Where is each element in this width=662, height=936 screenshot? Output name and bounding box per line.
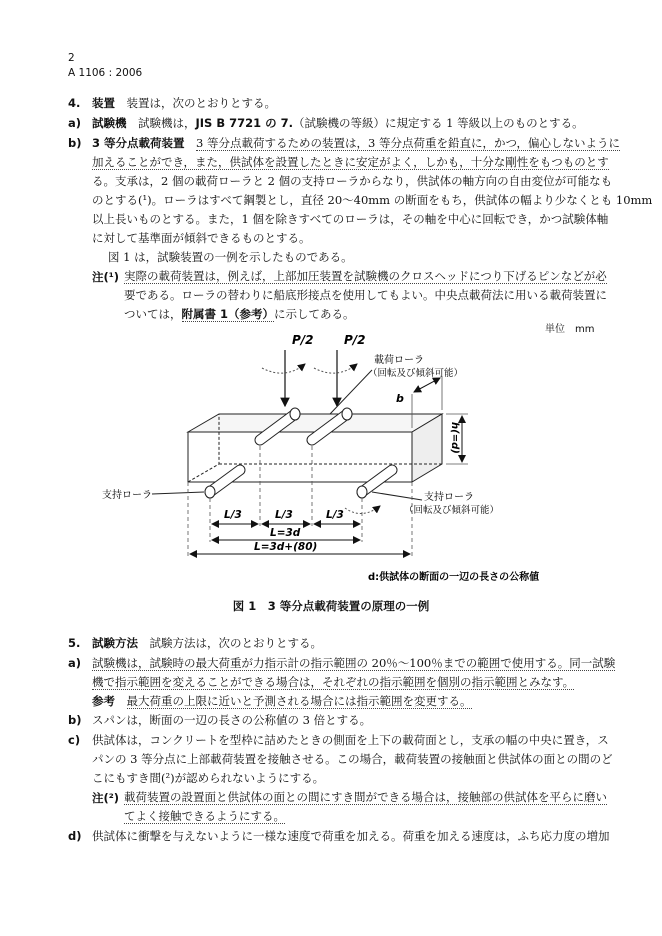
item-4a-text2: （試験機の等級）に規定する 1 等級以上のものとする。 (293, 116, 584, 130)
dim-b-label: b (396, 392, 404, 405)
note-1-line-2: 要である。ローラの替わりに船底形接点を使用してもよい。中央点載荷法に用いる載荷装置に (124, 288, 607, 302)
note-1-text-c: に示してある。 (274, 307, 355, 321)
note-1-text-a: ついては， (124, 307, 182, 321)
reference-text: 最大荷重の上限に近いと予測される場合には指示範囲を変更する。 (126, 694, 472, 708)
dim-l3-b-label: L/3 (275, 509, 293, 521)
rotate-arrow-right (314, 364, 357, 373)
item-4b-line-1 (92, 136, 620, 150)
figure-caption: 図 1 3 等分点載荷装置の原理の一例 (232, 599, 430, 613)
item-5c-mark: c) (68, 733, 81, 747)
item-4b-line-2: 加えることができ，また，供試体を設置したときに安定がよく，しかも，十分な剛性をもつものとす (92, 155, 609, 169)
loading-roller-leader (330, 370, 372, 414)
item-4b-line-6: に対して基準面が傾斜できるものとする。 (92, 231, 311, 245)
item-5a-line-2: 機で指示範囲を変えることができる場合は，それぞれの指示範囲を個別の指示範囲とみなす。 (92, 675, 575, 689)
support-roller-right-label-1: 支持ローラ (424, 492, 474, 503)
item-5c-line-2: パンの 3 等分点に上部載荷装置を接触させる。この場合，載荷装置の接触面と供試体の面との間のど (92, 752, 613, 766)
item-4b-line-3: る。支承は，2 個の載荷ローラと 2 個の支持ローラからなり，供試体の軸方向の自由変位が可能なも (92, 174, 613, 188)
figure-1-diagram (0, 328, 662, 590)
item-5b-text: スパンは，断面の一辺の長さの公称値の 3 倍とする。 (92, 713, 372, 727)
support-rotate-arrow (345, 506, 380, 514)
dim-l3-a-label: L/3 (224, 509, 242, 521)
section-5-title: 試験方法 (92, 636, 138, 650)
section-4-lead: 装置は，次のとおりとする。 (126, 96, 276, 110)
dim-h-label: h(=d) (449, 422, 460, 454)
support-right-leader (372, 492, 422, 500)
note-2-mark: 注(²) (92, 791, 120, 805)
item-5a-mark: a) (68, 656, 82, 670)
unit-label: 単位 mm (545, 324, 595, 335)
rotate-arrow-left (262, 364, 305, 373)
item-4b-line-5: 以上長いものとする。また，1 個を除きすべてのローラは，その軸を中心に回転でき，かつ試験体軸 (92, 212, 609, 226)
item-4b-text-1: 3 等分点載荷するための装置は，3 等分点荷重を鉛直に，かつ，偏心しないように (196, 136, 620, 150)
item-5a-line-1: 試験機は，試験時の最大荷重が力指示計の指示範囲の 20％～100％までの範囲で使用する。同一試験 (92, 656, 616, 670)
item-5d-mark: d) (68, 829, 82, 843)
support-roller-right-label-2: （回転及び傾斜可能） (404, 505, 500, 516)
item-4a-title: 試験機 (92, 116, 127, 130)
loading-roller-label-1: 載荷ローラ (374, 355, 424, 366)
note-2-line-1: 載荷装置の設置面と供試体の面との間にすき間ができる場合は，接触部の供試体を平らに磨い (124, 790, 607, 804)
item-4a (92, 116, 584, 130)
section-5-lead: 試験方法は，次のとおりとする。 (149, 636, 322, 650)
figure-footnote: d:供試体の断面の一辺の長さの公称値 (368, 572, 540, 583)
item-4b-mark: b) (68, 136, 82, 150)
item-4a-mark: a) (68, 116, 82, 130)
item-5c-line-3: こにもすき間(²)が認められないようにする。 (92, 771, 325, 785)
item-4b-title: 3 等分点載荷装置 (92, 136, 185, 150)
reference-mark: 参考 (92, 694, 115, 708)
item-4a-text1: 試験機は， (138, 116, 196, 130)
load-label-right: P/2 (344, 333, 366, 347)
annex-1-link[interactable]: 附属書 1（参考） (181, 307, 275, 321)
note-1-line-3 (124, 307, 355, 321)
dim-b-line (414, 378, 440, 392)
note-1-mark: 注(¹) (92, 270, 120, 284)
item-4a-ref: JIS B 7721 の 7. (195, 116, 293, 130)
section-4-number: 4. (68, 96, 81, 110)
section-4-title: 装置 (92, 96, 115, 110)
dim-l3-c-label: L/3 (326, 509, 344, 521)
section-5-heading (92, 636, 322, 650)
figure-intro: 図 1 は，試験装置の一例を示したものである。 (108, 250, 353, 264)
note-1-line-1: 実際の載荷装置は，例えば，上部加圧装置を試験機のクロスヘッドにつり下げるピンなどが必 (124, 269, 607, 283)
section-5-number: 5. (68, 636, 81, 650)
dim-total-label: L=3d+(80) (254, 541, 318, 553)
reference-note (92, 694, 472, 708)
note-2-line-2: てよく接触できるようにする。 (124, 809, 285, 823)
dim-L-label: L=3d (270, 527, 301, 539)
item-5b-mark: b) (68, 713, 82, 727)
section-4-heading (92, 96, 276, 110)
item-4b-line-4: のとする(¹)。ローラはすべて鋼製とし，直径 20～40mm の断面をもち，供試体の幅より少なくとも 10mm (92, 193, 653, 207)
support-roller-left-label: 支持ローラ (102, 490, 152, 501)
item-5c-line-1: 供試体は，コンクリートを型枠に詰めたときの側面を上下の載荷面とし，支承の幅の中央に置き，ス (92, 733, 609, 747)
page-number: 2 (68, 52, 75, 64)
load-label-left: P/2 (292, 333, 314, 347)
support-left-leader (152, 492, 204, 494)
standard-code: A 1106 : 2006 (68, 67, 143, 79)
specimen-beam (188, 414, 442, 482)
item-5d-line-1: 供試体に衝撃を与えないように一様な速度で荷重を加える。荷重を加える速度は，ふち応力度の増加 (92, 829, 610, 843)
loading-roller-label-2: （回転及び傾斜可能） (368, 368, 464, 379)
